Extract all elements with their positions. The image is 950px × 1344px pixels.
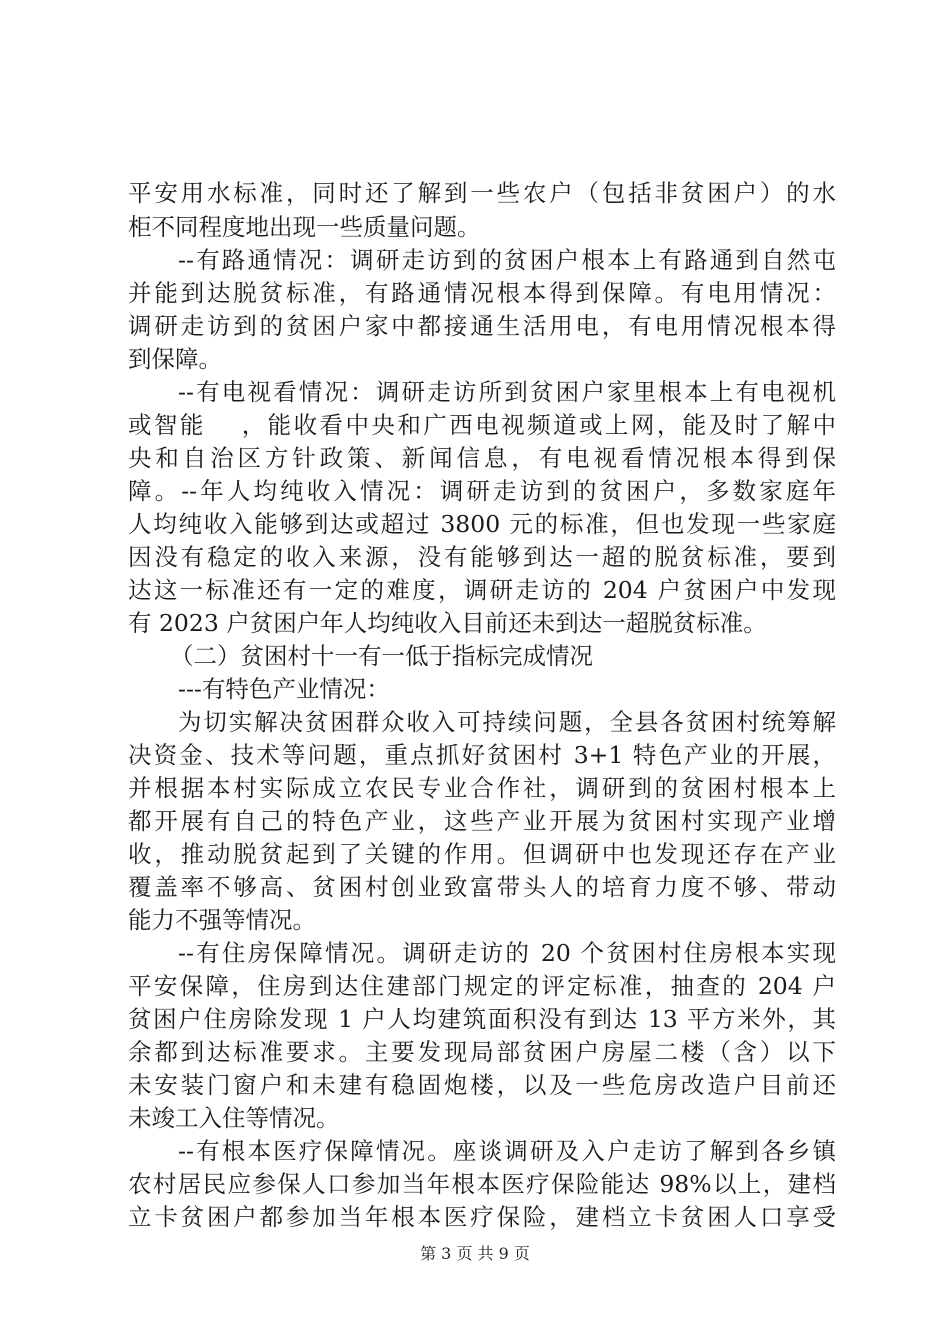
text-line: 平安保障，住房到达住建部门规定的评定标准，抽查的 204 户 <box>128 972 836 1000</box>
text-line: --有路通情况：调研走访到的贫困户根本上有路通到自然屯 <box>178 246 836 274</box>
text-line: 人均纯收入能够到达或超过 3800 元的标准，但也发现一些家庭 <box>128 510 836 538</box>
text-line: --有电视看情况：调研走访所到贫困户家里根本上有电视机 <box>178 378 836 406</box>
text-line: 或智能 ，能收看中央和广西电视频道或上网，能及时了解中 <box>128 411 836 439</box>
text-line: 并能到达脱贫标准，有路通情况根本得到保障。有电用情况： <box>128 279 836 307</box>
text-line: 有 2023 户贫困户年人均纯收入目前还未到达一超脱贫标准。 <box>128 609 767 637</box>
text-line: --有根本医疗保障情况。座谈调研及入户走访了解到各乡镇 <box>178 1137 836 1165</box>
section-heading: （二）贫困村十一有一低于指标完成情况 <box>170 642 593 670</box>
text-line: 农村居民应参保人口参加当年根本医疗保险能达 98%以上，建档 <box>128 1170 836 1198</box>
text-line: 贫困户住房除发现 1 户人均建筑面积没有到达 13 平方米外，其 <box>128 1005 836 1033</box>
text-line: 能力不强等情况。 <box>128 906 316 934</box>
text-line: 收，推动脱贫起到了关键的作用。但调研中也发现还存在产业 <box>128 840 836 868</box>
text-line: 未竣工入住等情况。 <box>128 1104 340 1132</box>
page-number: 第 3 页 共 9 页 <box>420 1244 530 1263</box>
text-line: 余都到达标准要求。主要发现局部贫困户房屋二楼（含）以下 <box>128 1038 836 1066</box>
text-line: 立卡贫困户都参加当年根本医疗保险，建档立卡贫困人口享受 <box>128 1203 836 1231</box>
text-line: --有住房保障情况。调研走访的 20 个贫困村住房根本实现 <box>178 939 836 967</box>
text-line: 覆盖率不够高、贫困村创业致富带头人的培育力度不够、带动 <box>128 873 836 901</box>
text-line: 为切实解决贫困群众收入可持续问题，全县各贫困村统筹解 <box>178 708 836 736</box>
text-line: 平安用水标准，同时还了解到一些农户（包括非贫困户）的水 <box>128 179 836 207</box>
page-footer <box>0 1244 950 1264</box>
text-line: 决资金、技术等问题，重点抓好贫困村 3+1 特色产业的开展， <box>128 741 836 769</box>
text-line: 并根据本村实际成立农民专业合作社，调研到的贫困村根本上 <box>128 774 836 802</box>
text-line: 达这一标准还有一定的难度，调研走访的 204 户贫困户中发现 <box>128 576 836 604</box>
text-line: 柜不同程度地出现一些质量问题。 <box>128 213 481 241</box>
text-line: ---有特色产业情况： <box>178 675 390 703</box>
text-line: 央和自治区方针政策、新闻信息，有电视看情况根本得到保 <box>128 444 836 472</box>
text-line: 因没有稳定的收入来源，没有能够到达一超的脱贫标准，要到 <box>128 543 836 571</box>
text-line: 到保障。 <box>128 345 222 373</box>
text-line: 未安装门窗户和未建有稳固炮楼，以及一些危房改造户目前还 <box>128 1071 836 1099</box>
text-line: 调研走访到的贫困户家中都接通生活用电，有电用情况根本得 <box>128 312 836 340</box>
text-line: 都开展有自己的特色产业，这些产业开展为贫困村实现产业增 <box>128 807 836 835</box>
text-line: 障。--年人均纯收入情况：调研走访到的贫困户，多数家庭年 <box>128 477 836 505</box>
